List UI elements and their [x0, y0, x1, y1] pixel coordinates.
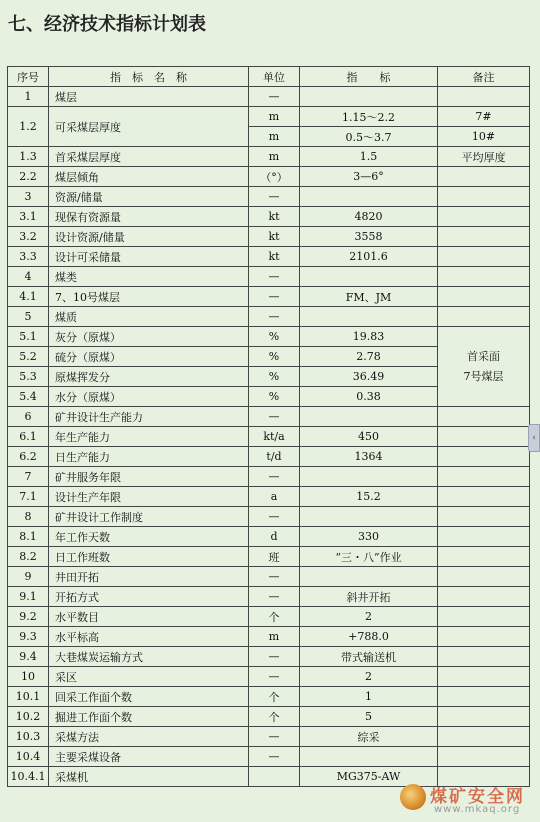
row-note — [438, 567, 530, 587]
row-no: 5 — [8, 307, 49, 327]
row-unit: — — [249, 307, 300, 327]
watermark-logo-icon — [400, 784, 426, 810]
table-row — [8, 467, 530, 487]
table-row — [8, 747, 530, 767]
row-note — [438, 267, 530, 287]
row-no: 8.1 — [8, 527, 49, 547]
row-no: 9.4 — [8, 647, 49, 667]
table-row — [8, 187, 530, 207]
table-row — [8, 227, 530, 247]
row-name: 设计可采储量 — [49, 247, 249, 267]
row-no: 1 — [8, 87, 49, 107]
row-unit: 个 — [249, 707, 300, 727]
row-no: 5.1 — [8, 327, 49, 347]
row-unit: — — [249, 667, 300, 687]
row-no: 10.4 — [8, 747, 49, 767]
row-name: 水平数目 — [49, 607, 249, 627]
table-row — [8, 167, 530, 187]
row-unit: kt — [249, 247, 300, 267]
row-name: 煤质 — [49, 307, 249, 327]
row-note — [438, 687, 530, 707]
row-name: 现保有资源量 — [49, 207, 249, 227]
header-unit: 单位 — [249, 67, 300, 87]
row-unit: 班 — [249, 547, 300, 567]
watermark-url: www.mkaq.org — [434, 804, 521, 815]
table-row — [8, 407, 530, 427]
row-unit: t/d — [249, 447, 300, 467]
row-value: 450 — [300, 427, 438, 447]
row-name: 采煤方法 — [49, 727, 249, 747]
row-name: 掘进工作面个数 — [49, 707, 249, 727]
row-note — [438, 547, 530, 567]
row-no: 6.1 — [8, 427, 49, 447]
row-note — [438, 447, 530, 467]
row-no: 5.4 — [8, 387, 49, 407]
row-unit: d — [249, 527, 300, 547]
row-value — [300, 307, 438, 327]
row-note — [438, 407, 530, 427]
row-name: 采煤机 — [49, 767, 249, 787]
row-note: 平均厚度 — [438, 147, 530, 167]
row-note — [438, 627, 530, 647]
table-row — [8, 667, 530, 687]
table-row — [8, 267, 530, 287]
row-value: 2 — [300, 667, 438, 687]
row-unit: — — [249, 587, 300, 607]
row-note — [438, 227, 530, 247]
row-value — [300, 187, 438, 207]
row-note — [438, 427, 530, 447]
row-value: 36.49 — [300, 367, 438, 387]
row-no: 1.2 — [8, 107, 49, 147]
row-name: 年工作天数 — [49, 527, 249, 547]
row-value: 斜井开拓 — [300, 587, 438, 607]
row-name: 水平标高 — [49, 627, 249, 647]
row-no: 9.1 — [8, 587, 49, 607]
table-row — [8, 647, 530, 667]
row-name: 灰分（原煤） — [49, 327, 249, 347]
row-name: 煤类 — [49, 267, 249, 287]
header-note: 备注 — [438, 67, 530, 87]
row-name: 资源/储量 — [49, 187, 249, 207]
table-row — [8, 327, 530, 347]
row-note — [438, 487, 530, 507]
row-name: 主要采煤设备 — [49, 747, 249, 767]
row-value: MG375-AW — [300, 767, 438, 787]
row-no: 10.3 — [8, 727, 49, 747]
row-unit: — — [249, 87, 300, 107]
row-unit: — — [249, 467, 300, 487]
table-row — [8, 727, 530, 747]
row-value — [300, 747, 438, 767]
row-unit: kt/a — [249, 427, 300, 447]
watermark-text: 煤矿安全网 — [430, 787, 525, 807]
row-name: 日生产能力 — [49, 447, 249, 467]
row-note — [438, 527, 530, 547]
row-value — [300, 87, 438, 107]
row-note — [438, 587, 530, 607]
row-unit: kt — [249, 227, 300, 247]
row-name: 大巷煤炭运输方式 — [49, 647, 249, 667]
row-name: 矿井设计生产能力 — [49, 407, 249, 427]
table-row — [8, 87, 530, 107]
table-row — [8, 547, 530, 567]
row-value: FM、JM — [300, 287, 438, 307]
table-row — [8, 447, 530, 467]
row-no: 10.4.1 — [8, 767, 49, 787]
row-no: 10 — [8, 667, 49, 687]
row-value: 4820 — [300, 207, 438, 227]
table-header-row — [8, 67, 530, 87]
row-unit: % — [249, 367, 300, 387]
row-value — [300, 507, 438, 527]
row-note: 10# — [438, 127, 530, 147]
row-unit: — — [249, 747, 300, 767]
row-note — [438, 507, 530, 527]
row-name: 设计生产年限 — [49, 487, 249, 507]
row-note — [438, 647, 530, 667]
row-value: 19.83 — [300, 327, 438, 347]
row-value: 0.5～3.7 — [300, 127, 438, 147]
row-no: 10.1 — [8, 687, 49, 707]
row-unit: 个 — [249, 687, 300, 707]
row-name: 煤层 — [49, 87, 249, 107]
row-no: 3.3 — [8, 247, 49, 267]
row-name: 设计资源/储量 — [49, 227, 249, 247]
table-row — [8, 307, 530, 327]
page-title: 七、经济技术指标计划表 — [8, 14, 206, 35]
table-row — [8, 487, 530, 507]
row-value: 1.5 — [300, 147, 438, 167]
row-name: 回采工作面个数 — [49, 687, 249, 707]
row-name: 矿井设计工作制度 — [49, 507, 249, 527]
row-name: 水分（原煤） — [49, 387, 249, 407]
row-no: 5.3 — [8, 367, 49, 387]
row-note — [438, 707, 530, 727]
row-unit: — — [249, 647, 300, 667]
table-row — [8, 687, 530, 707]
row-note — [438, 207, 530, 227]
row-unit: — — [249, 287, 300, 307]
row-no: 4.1 — [8, 287, 49, 307]
table-row — [8, 287, 530, 307]
row-value: 330 — [300, 527, 438, 547]
row-value: 5 — [300, 707, 438, 727]
table-row — [8, 627, 530, 647]
row-value — [300, 467, 438, 487]
row-no: 7.1 — [8, 487, 49, 507]
row-name: 首采煤层厚度 — [49, 147, 249, 167]
header-no: 序号 — [8, 67, 49, 87]
merged-note-cell — [438, 327, 530, 407]
row-no: 10.2 — [8, 707, 49, 727]
site-watermark — [398, 782, 536, 820]
row-value: +788.0 — [300, 627, 438, 647]
table-row — [8, 567, 530, 587]
row-name: 开拓方式 — [49, 587, 249, 607]
row-note: 7# — [438, 107, 530, 127]
row-note — [438, 287, 530, 307]
merged-note-line1: 首采面 — [467, 349, 500, 363]
row-value: 15.2 — [300, 487, 438, 507]
row-value — [300, 407, 438, 427]
row-no: 9 — [8, 567, 49, 587]
table-row — [8, 707, 530, 727]
row-name: 采区 — [49, 667, 249, 687]
row-unit: % — [249, 327, 300, 347]
row-unit: （°） — [249, 167, 300, 187]
row-value: 2 — [300, 607, 438, 627]
row-value: 3558 — [300, 227, 438, 247]
row-value: 2.78 — [300, 347, 438, 367]
row-value: “三・八”作业 — [300, 547, 438, 567]
row-unit — [249, 767, 300, 787]
table-row — [8, 207, 530, 227]
row-name: 7、10号煤层 — [49, 287, 249, 307]
row-value: 2101.6 — [300, 247, 438, 267]
row-no: 8.2 — [8, 547, 49, 567]
row-unit: kt — [249, 207, 300, 227]
row-name: 日工作班数 — [49, 547, 249, 567]
merged-note-line2: 7号煤层 — [463, 369, 504, 383]
row-note — [438, 467, 530, 487]
row-unit: m — [249, 127, 300, 147]
row-name: 年生产能力 — [49, 427, 249, 447]
row-name: 硫分（原煤） — [49, 347, 249, 367]
row-no: 3.2 — [8, 227, 49, 247]
row-unit: — — [249, 727, 300, 747]
row-value: 0.38 — [300, 387, 438, 407]
row-no: 4 — [8, 267, 49, 287]
row-unit: a — [249, 487, 300, 507]
row-value: 1364 — [300, 447, 438, 467]
row-value: 1 — [300, 687, 438, 707]
row-note — [438, 307, 530, 327]
row-unit: m — [249, 627, 300, 647]
row-unit: — — [249, 187, 300, 207]
row-no: 8 — [8, 507, 49, 527]
table-row — [8, 587, 530, 607]
row-value: 带式输送机 — [300, 647, 438, 667]
row-note — [438, 247, 530, 267]
row-unit: 个 — [249, 607, 300, 627]
row-name: 可采煤层厚度 — [49, 107, 249, 147]
row-unit: m — [249, 107, 300, 127]
row-note — [438, 187, 530, 207]
row-unit: — — [249, 267, 300, 287]
row-value: 综采 — [300, 727, 438, 747]
row-unit: m — [249, 147, 300, 167]
row-unit: — — [249, 507, 300, 527]
row-note — [438, 747, 530, 767]
row-note — [438, 727, 530, 747]
row-no: 9.3 — [8, 627, 49, 647]
table-row — [8, 107, 530, 127]
row-no: 3.1 — [8, 207, 49, 227]
row-unit: — — [249, 567, 300, 587]
row-unit: % — [249, 347, 300, 367]
header-name: 指 标 名 称 — [49, 67, 249, 87]
row-no: 5.2 — [8, 347, 49, 367]
row-value — [300, 567, 438, 587]
row-no: 6 — [8, 407, 49, 427]
row-unit: — — [249, 407, 300, 427]
side-scroll-handle[interactable]: ‹ — [528, 424, 540, 452]
row-no: 9.2 — [8, 607, 49, 627]
row-no: 6.2 — [8, 447, 49, 467]
table-row — [8, 527, 530, 547]
row-unit: % — [249, 387, 300, 407]
row-name: 矿井服务年限 — [49, 467, 249, 487]
row-no: 3 — [8, 187, 49, 207]
table-row — [8, 427, 530, 447]
row-name: 井田开拓 — [49, 567, 249, 587]
row-no: 2.2 — [8, 167, 49, 187]
header-value: 指 标 — [300, 67, 438, 87]
row-name: 原煤挥发分 — [49, 367, 249, 387]
table-row — [8, 147, 530, 167]
row-name: 煤层倾角 — [49, 167, 249, 187]
row-value: 3—6° — [300, 167, 438, 187]
row-note — [438, 87, 530, 107]
table-row — [8, 247, 530, 267]
row-value — [300, 267, 438, 287]
row-no: 1.3 — [8, 147, 49, 167]
table-row — [8, 607, 530, 627]
table-row — [8, 507, 530, 527]
row-no: 7 — [8, 467, 49, 487]
indicator-table — [7, 66, 530, 787]
row-note — [438, 167, 530, 187]
row-note — [438, 667, 530, 687]
row-value: 1.15～2.2 — [300, 107, 438, 127]
row-note — [438, 607, 530, 627]
